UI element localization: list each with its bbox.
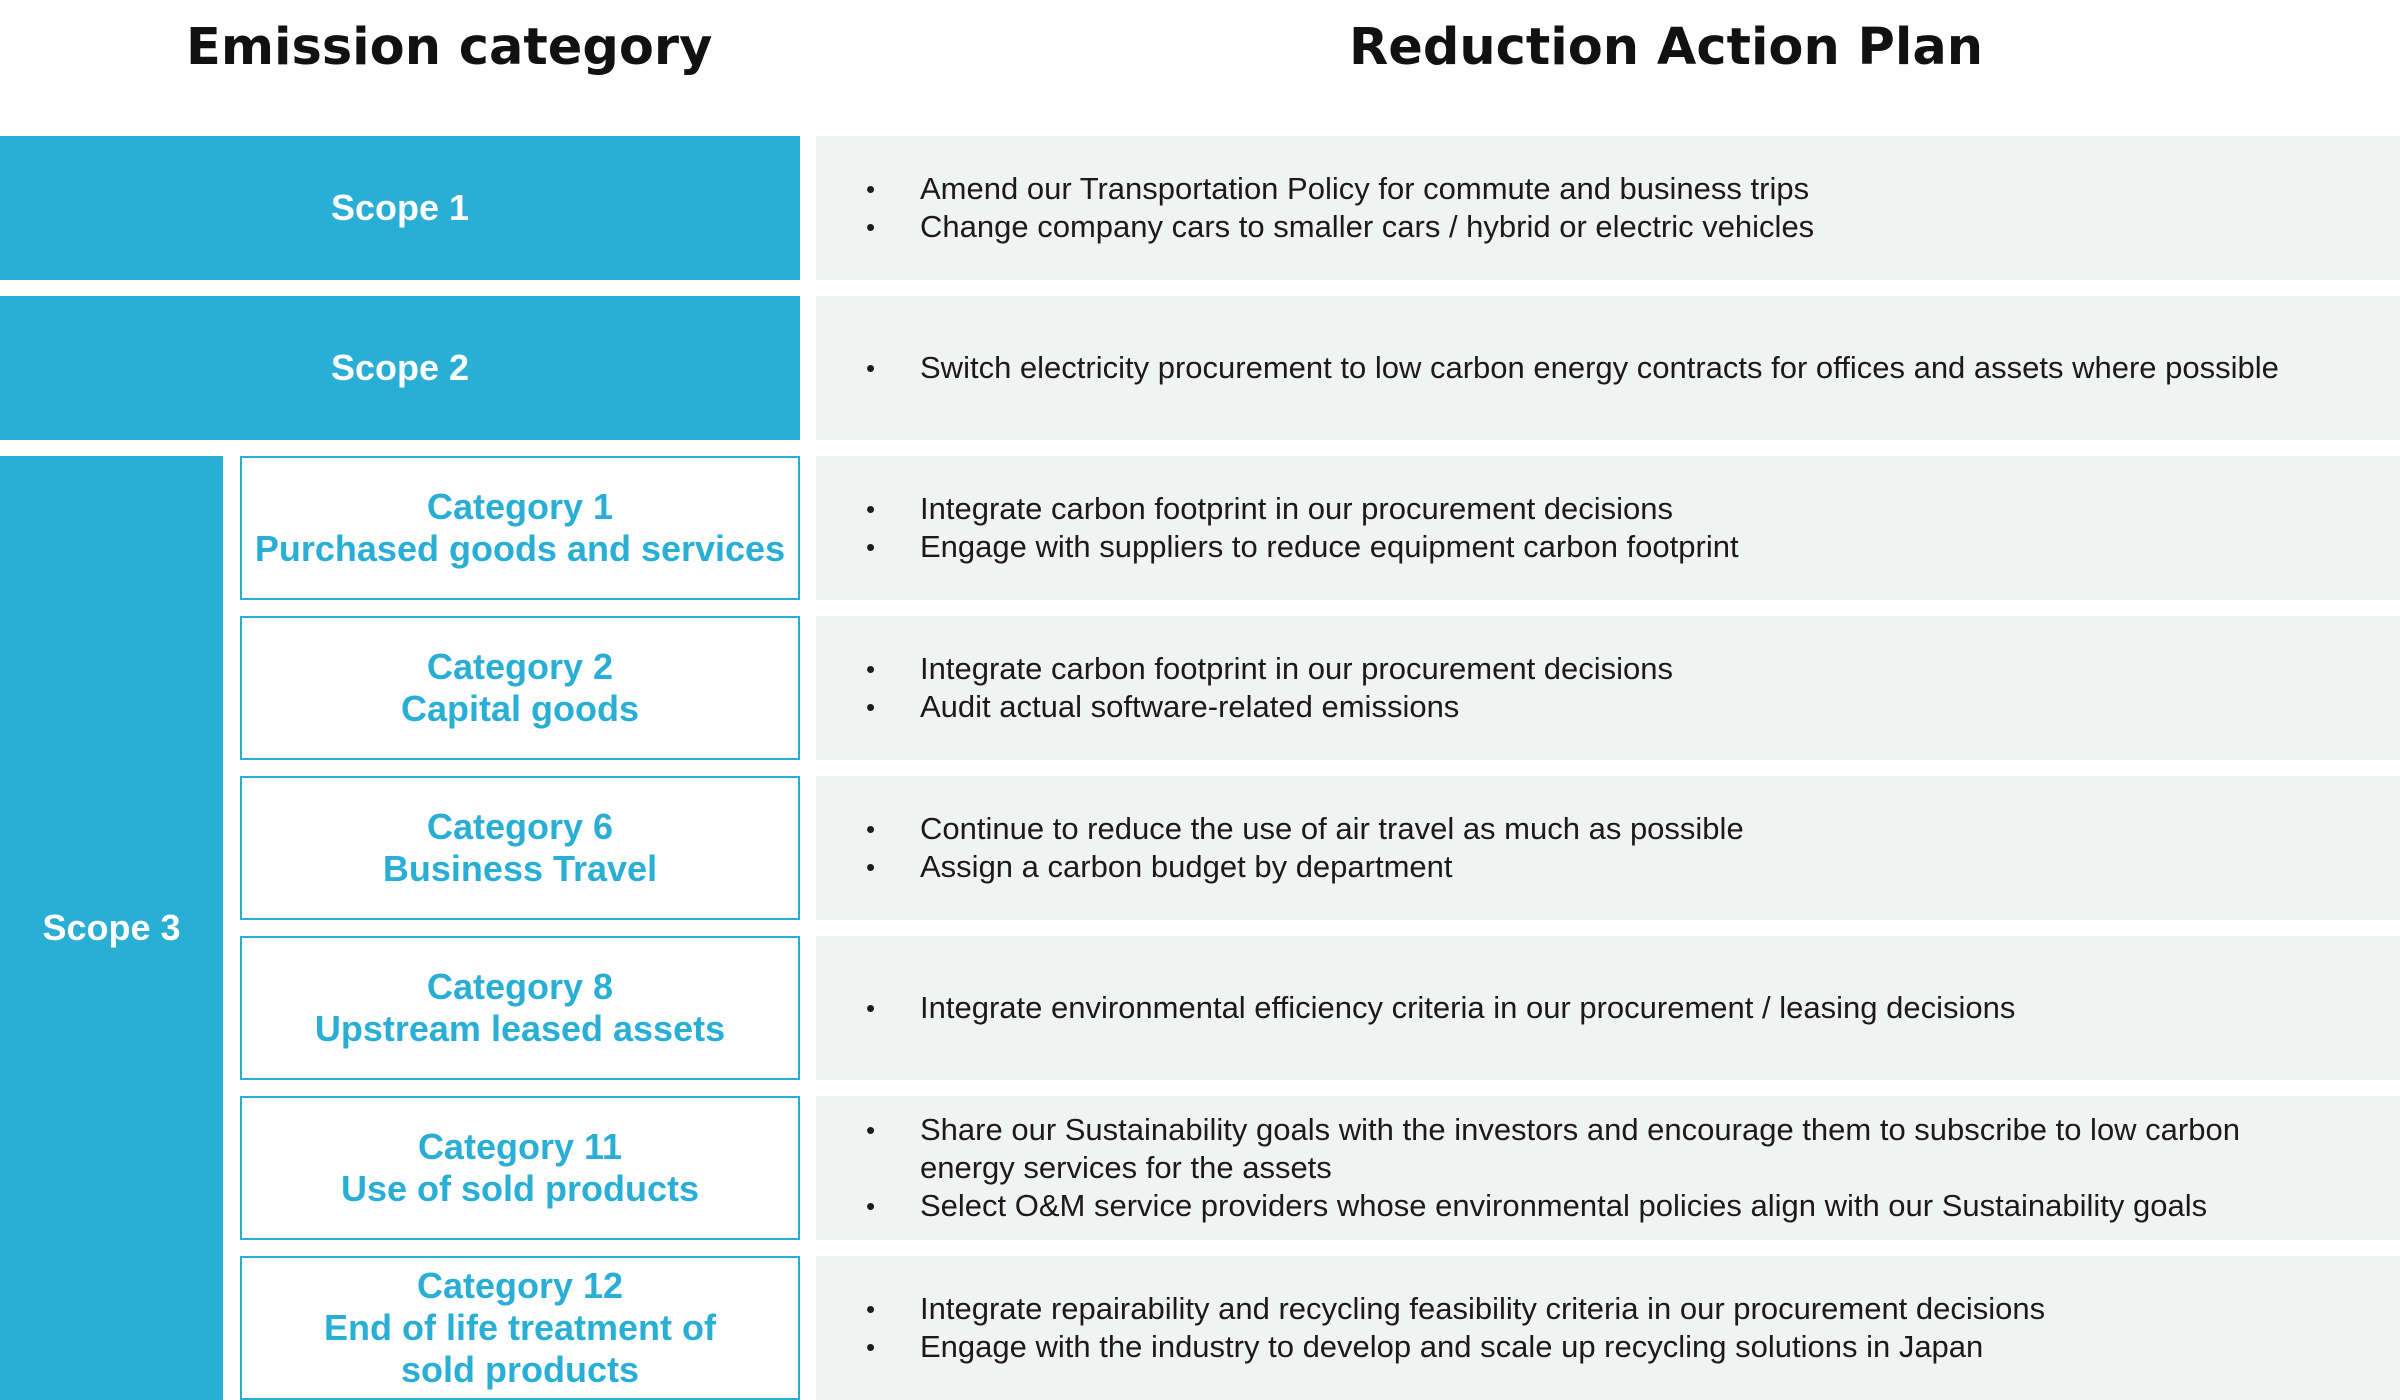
- scope-3-label: Scope 3: [42, 907, 181, 948]
- action-item: • Amend our Transportation Policy for commute and business trips: [856, 170, 2280, 208]
- scope-1-label: Scope 1: [330, 187, 470, 228]
- action-item: • Assign a carbon budget by department: [856, 848, 2280, 886]
- category-cell: [240, 1256, 800, 1400]
- action-list: [856, 989, 2280, 1027]
- category-title: Category 8: [426, 966, 614, 1007]
- category-name: Purchased goods and services: [254, 528, 786, 569]
- action-plan-cell: [816, 1096, 2400, 1240]
- action-plan-cell: [816, 136, 2400, 280]
- action-plan-cell: [816, 776, 2400, 920]
- action-list: [856, 1111, 2280, 1225]
- action-plan-cell: [816, 296, 2400, 440]
- action-list: [856, 349, 2280, 387]
- category-title: Category 12: [416, 1265, 624, 1306]
- category-cell: [240, 1096, 800, 1240]
- action-item: • Integrate carbon footprint in our procurement decisions: [856, 490, 2280, 528]
- scope-2-label: Scope 2: [330, 347, 470, 388]
- action-plan-cell: [816, 936, 2400, 1080]
- action-plan-cell: [816, 1256, 2400, 1400]
- category-name: sold products: [400, 1349, 639, 1390]
- category-title: Category 11: [417, 1126, 623, 1167]
- action-item: • Continue to reduce the use of air travel as much as possible: [856, 810, 2280, 848]
- category-name: Business Travel: [382, 848, 658, 889]
- category-name: End of life treatment of: [323, 1307, 716, 1348]
- action-item: • Engage with suppliers to reduce equipment carbon footprint: [856, 528, 2280, 566]
- action-plan-cell: [816, 456, 2400, 600]
- action-list: [856, 650, 2280, 726]
- action-list: [856, 810, 2280, 886]
- action-item: • Share our Sustainability goals with the investors and encourage them to subscribe to low carbon energy services for the assets: [856, 1111, 2280, 1187]
- category-cell: [240, 616, 800, 760]
- category-name: Use of sold products: [340, 1168, 700, 1209]
- action-item: • Select O&M service providers whose environmental policies align with our Sustainability goals: [856, 1187, 2280, 1225]
- scope-1-cell: [0, 136, 800, 280]
- action-item: • Integrate carbon footprint in our procurement decisions: [856, 650, 2280, 688]
- scope-3-cell: [0, 456, 223, 1400]
- scope-2-cell: [0, 296, 800, 440]
- category-name: Capital goods: [400, 688, 639, 729]
- category-cell: [240, 776, 800, 920]
- action-item: • Switch electricity procurement to low carbon energy contracts for offices and assets where possible: [856, 349, 2280, 387]
- action-list: [856, 490, 2280, 566]
- action-item: • Integrate environmental efficiency criteria in our procurement / leasing decisions: [856, 989, 2280, 1027]
- category-title: Category 1: [426, 486, 614, 527]
- category-cell: [240, 456, 800, 600]
- action-plan-cell: [816, 616, 2400, 760]
- category-title: Category 2: [426, 646, 614, 687]
- category-title: Category 6: [426, 806, 614, 847]
- category-cell: [240, 936, 800, 1080]
- action-item: • Engage with the industry to develop and scale up recycling solutions in Japan: [856, 1328, 2280, 1366]
- action-item: • Integrate repairability and recycling feasibility criteria in our procurement decisions: [856, 1290, 2280, 1328]
- action-list: [856, 1290, 2280, 1366]
- action-list: [856, 170, 2280, 246]
- reduction-action-plan-header: Reduction Action Plan: [1349, 18, 1984, 77]
- emission-category-header: Emission category: [186, 18, 713, 77]
- action-item: • Audit actual software-related emissions: [856, 688, 2280, 726]
- action-item: • Change company cars to smaller cars / hybrid or electric vehicles: [856, 208, 2280, 246]
- category-name: Upstream leased assets: [314, 1008, 726, 1049]
